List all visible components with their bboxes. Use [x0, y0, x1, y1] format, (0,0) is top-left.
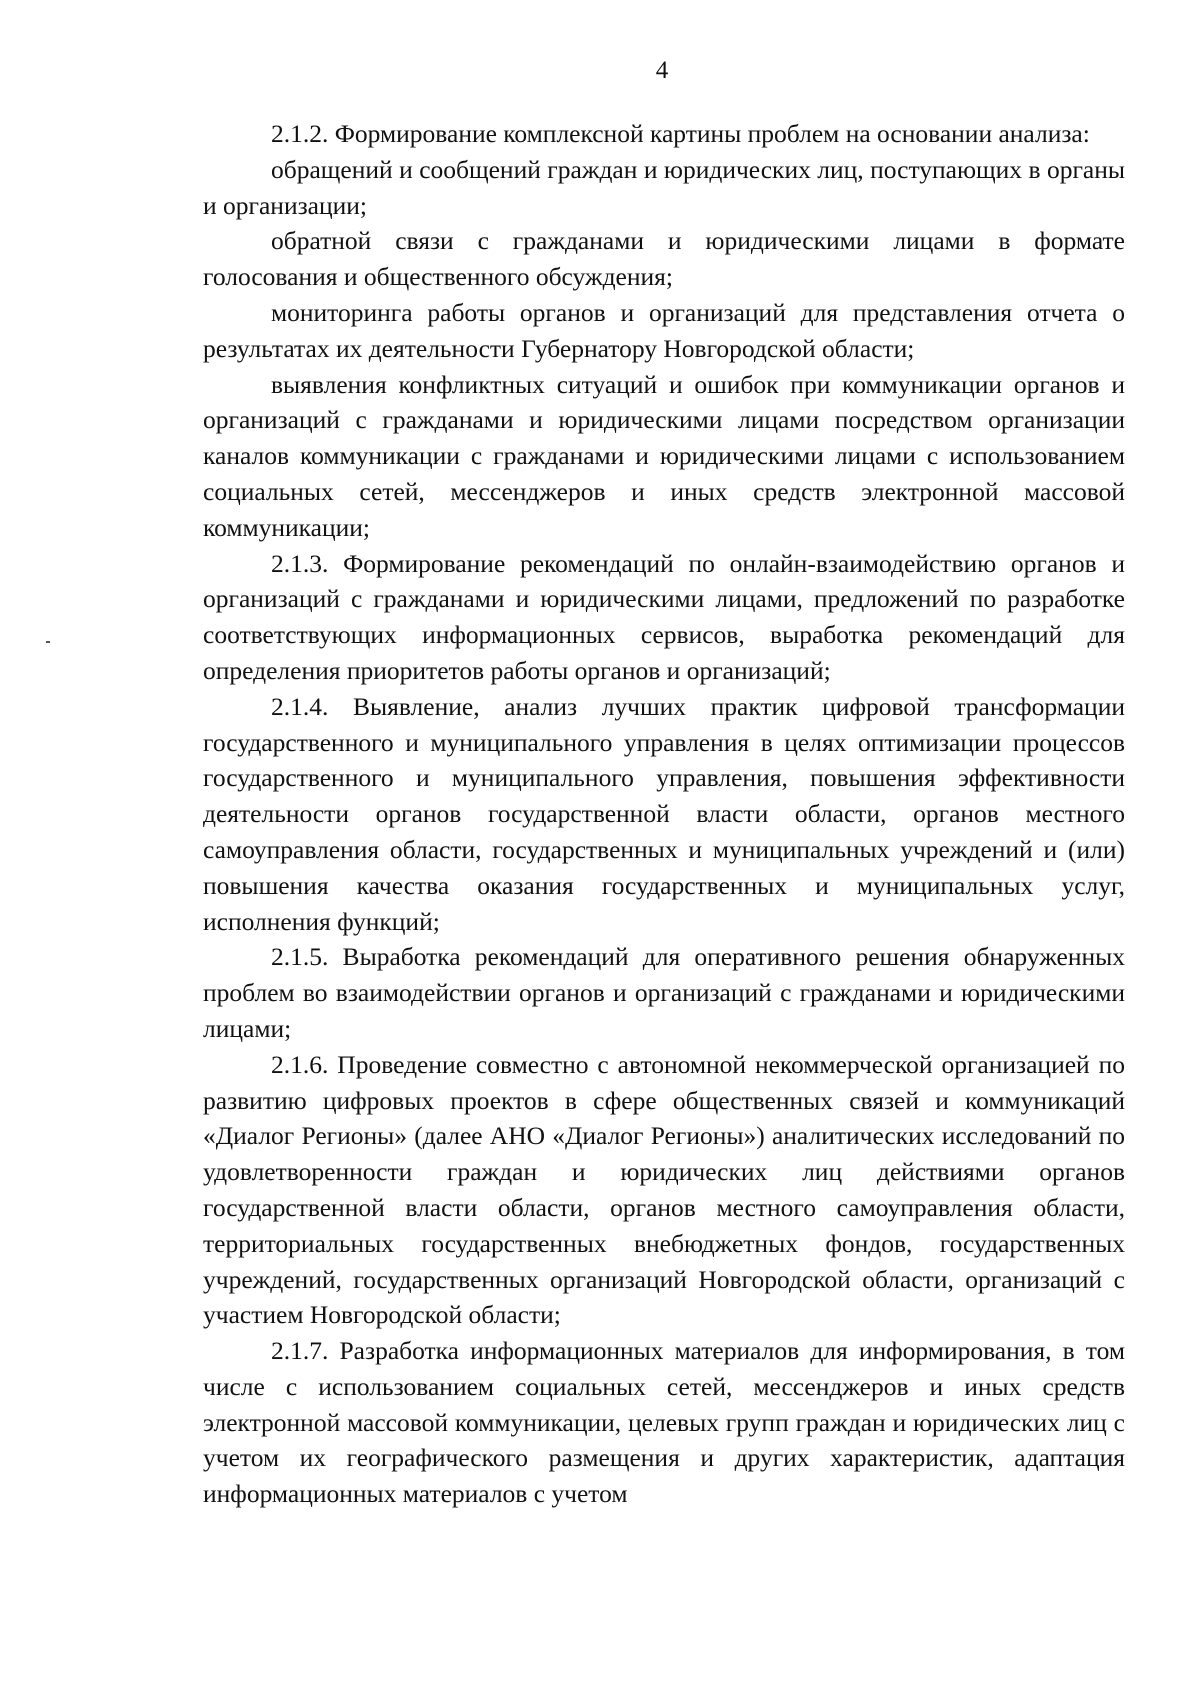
paragraph-2-1-7: 2.1.7. Разработка информационных материалов для информирования, в том числе с использованием социальных сетей, мессенджеров и иных средств электронной массовой коммуникации, целевых групп граждан и юридических лиц с учетом их географического размещения и других характеристик, адаптация информационных материалов с учетом [203, 1336, 1125, 1509]
document-body [203, 116, 1125, 1512]
paragraph-conflicts: выявления конфликтных ситуаций и ошибок при коммуникации органов и организаций с гражданами и юридическими лицами посредством организации каналов коммуникации с гражданами и юридическими лицами с использованием социальных сетей, мессенджеров и иных средств электронной массовой коммуникации; [203, 369, 1125, 542]
paragraph-2-1-6: 2.1.6. Проведение совместно с автономной некоммерческой организацией по развитию цифровых проектов в сфере общественных связей и коммуникаций «Диалог Регионы» (далее АНО «Диалог Регионы») аналитических исследований по удовлетворенности граждан и юридических лиц действиями органов государственной власти области, органов местного самоуправления области, территориальных государственных внебюджетных фондов, государственных учреждений, государственных организаций Новгородской области, организаций с участием Новгородской области; [203, 1049, 1125, 1330]
paragraph-feedback: обратной связи с гражданами и юридическими лицами в формате голосования и общественного обсуждения; [203, 226, 1125, 292]
paragraph-2-1-3: 2.1.3. Формирование рекомендаций по онлайн-взаимодействию органов и организаций с гражданами и юридическими лицами, предложений по разработке соответствующих информационных сервисов, выработка рекомендаций для определения приоритетов работы органов и организаций; [203, 548, 1125, 685]
paragraph-2-1-4: 2.1.4. Выявление, анализ лучших практик цифровой трансформации государственного и муниципального управления в целях оптимизации процессов государственного и муниципального управления, повышения эффективности деятельности органов государственной власти области, органов местного самоуправления области, государственных и муниципальных учреждений и (или) повышения качества оказания государственных и муниципальных услуг, исполнения функций; [203, 691, 1125, 936]
scan-artifact [46, 641, 50, 643]
page-number: 4 [655, 57, 669, 84]
paragraph-appeals: обращений и сообщений граждан и юридических лиц, поступающих в органы и организации; [203, 154, 1125, 220]
paragraph-2-1-5: 2.1.5. Выработка рекомендаций для оперативного решения обнаруженных проблем во взаимодействии органов и организаций с гражданами и юридическими лицами; [203, 942, 1125, 1043]
paragraph-2-1-2: 2.1.2. Формирование комплексной картины проблем на основании анализа: [271, 119, 1090, 148]
paragraph-monitoring: мониторинга работы органов и организаций для представления отчета о результатах их деятельности Губернатору Новгородской области; [203, 297, 1125, 363]
